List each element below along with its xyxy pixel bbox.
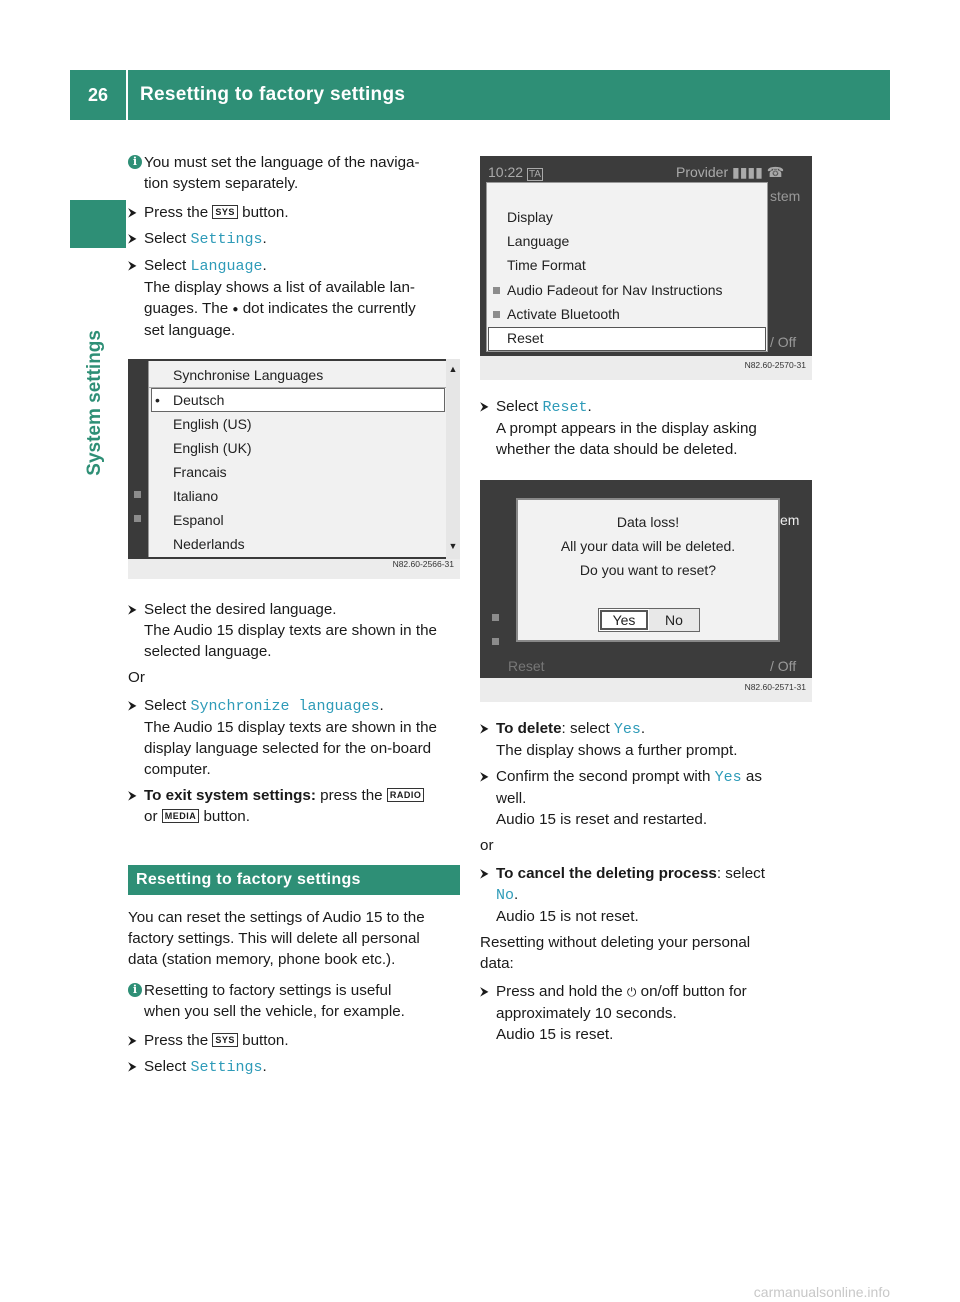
settings-menu-screenshot bbox=[480, 156, 812, 380]
step-text: . bbox=[514, 886, 519, 903]
step-arrow-icon: ⮞ bbox=[128, 602, 137, 616]
step-item bbox=[128, 1030, 460, 1051]
menu-screen-bg bbox=[480, 156, 812, 356]
checkbox-icon bbox=[493, 287, 500, 294]
page-title: Resetting to factory settings bbox=[140, 84, 406, 105]
step-item bbox=[480, 981, 812, 1045]
dialog-question: Do you want to reset? bbox=[579, 562, 717, 578]
step-text: Confirm the second prompt with bbox=[496, 768, 711, 785]
reset-dialog-screenshot bbox=[480, 480, 812, 702]
menu-term: Yes bbox=[613, 721, 641, 738]
step-arrow-icon: ⮞ bbox=[128, 1033, 137, 1047]
scroll-down-icon[interactable]: ▼ bbox=[448, 541, 458, 551]
step-text: button. bbox=[203, 808, 250, 825]
figure-caption: N82.60-2571-31 bbox=[744, 682, 806, 692]
step-arrow-icon: ⮞ bbox=[128, 231, 137, 245]
settings-menu-panel bbox=[486, 182, 768, 352]
step-text: Select bbox=[144, 697, 187, 714]
step-text: button. bbox=[242, 204, 289, 221]
step-arrow-icon: ⮞ bbox=[480, 984, 489, 998]
step-item bbox=[128, 228, 460, 250]
step-text: Select the desired language. bbox=[144, 601, 337, 618]
step-text: press the bbox=[320, 787, 383, 804]
left-column bbox=[128, 152, 460, 1083]
step-text: computer. bbox=[144, 761, 211, 778]
step-arrow-icon: ⮞ bbox=[128, 788, 137, 802]
step-arrow-icon: ⮞ bbox=[128, 698, 137, 712]
step-heading: To delete bbox=[496, 720, 562, 737]
body-paragraph bbox=[128, 907, 460, 970]
menu-term: Settings bbox=[190, 231, 263, 248]
step-text: Press the bbox=[144, 204, 209, 221]
step-text: as bbox=[745, 768, 762, 785]
no-button[interactable]: No bbox=[649, 609, 699, 631]
ta-icon: TA bbox=[528, 169, 541, 180]
watermark: carmanualsonline.info bbox=[753, 1284, 890, 1300]
info-icon: i bbox=[128, 983, 142, 997]
sys-key-icon: SYS bbox=[212, 1033, 238, 1047]
radio-key-icon: RADIO bbox=[387, 788, 425, 802]
step-text: Select bbox=[144, 1058, 187, 1075]
step-text: . bbox=[640, 720, 646, 737]
menu-item-bluetooth[interactable]: Activate Bluetooth bbox=[507, 306, 620, 322]
step-text: Press the bbox=[144, 1032, 209, 1049]
power-icon: ⏻ bbox=[626, 985, 637, 999]
step-text: dot indicates the currently bbox=[242, 300, 416, 317]
step-item bbox=[480, 863, 812, 927]
provider-status: Provider ▮▮▮▮ ☎ bbox=[676, 164, 785, 180]
step-heading: To exit system settings: bbox=[144, 787, 316, 804]
menu-term: Settings bbox=[190, 1059, 263, 1076]
menu-term: Reset bbox=[542, 399, 588, 416]
step-text: approximately 10 seconds. bbox=[496, 1005, 677, 1022]
step-text: The display shows a further prompt. bbox=[496, 742, 738, 759]
step-arrow-icon: ⮞ bbox=[128, 1059, 137, 1073]
or-text: or bbox=[480, 837, 494, 854]
step-item bbox=[128, 599, 460, 662]
info-note bbox=[128, 980, 460, 1022]
yes-button[interactable]: Yes bbox=[599, 609, 649, 631]
language-list-panel bbox=[148, 361, 448, 557]
dialog-screen-bg bbox=[480, 480, 812, 678]
step-arrow-icon: ⮞ bbox=[480, 721, 489, 735]
info-note-text: You must set the language of the naviga- tion system separately. bbox=[144, 154, 420, 192]
checkbox-icon bbox=[492, 614, 499, 621]
step-text: button. bbox=[242, 1032, 289, 1049]
step-text: Select bbox=[144, 230, 187, 247]
step-text: well. bbox=[496, 790, 527, 807]
menu-term: No bbox=[496, 887, 515, 904]
menu-item-audio-fadeout[interactable]: Audio Fadeout for Nav Instructions bbox=[507, 282, 723, 298]
sys-key-icon: SYS bbox=[212, 205, 238, 219]
step-text: . bbox=[587, 398, 592, 415]
step-arrow-icon: ⮞ bbox=[480, 866, 489, 880]
info-icon: i bbox=[128, 155, 142, 169]
figure-caption: N82.60-2566-31 bbox=[392, 559, 454, 569]
language-item[interactable]: Espanol bbox=[173, 512, 224, 528]
language-item[interactable]: English (US) bbox=[173, 416, 252, 432]
step-text: Select bbox=[496, 398, 539, 415]
or-text: Or bbox=[128, 669, 145, 686]
step-text: Audio 15 is reset. bbox=[496, 1026, 614, 1043]
step-text: Select bbox=[144, 257, 187, 274]
step-item bbox=[480, 718, 812, 761]
info-note-text: Resetting to factory settings is useful bbox=[144, 982, 392, 999]
data-loss-dialog bbox=[516, 498, 780, 642]
side-label: em bbox=[780, 512, 800, 528]
step-text: display language selected for the on-board bbox=[144, 740, 432, 757]
right-column bbox=[480, 152, 812, 1050]
step-text: : select bbox=[716, 865, 765, 882]
step-text: Audio 15 is not reset. bbox=[496, 908, 639, 925]
menu-item-reset[interactable]: Reset bbox=[507, 330, 544, 346]
step-item bbox=[128, 202, 460, 223]
step-item bbox=[128, 255, 460, 341]
step-text: The Audio 15 display texts are shown in the bbox=[144, 719, 437, 736]
sidebar-tab-block bbox=[70, 200, 126, 248]
media-key-icon: MEDIA bbox=[162, 809, 200, 823]
step-text: . bbox=[379, 697, 384, 714]
step-heading: To cancel the deleting process bbox=[496, 865, 717, 882]
menu-term: Synchronize languages bbox=[190, 698, 380, 715]
body-paragraph bbox=[480, 932, 812, 974]
active-language-bullet-icon: • bbox=[155, 392, 160, 408]
scrollbar[interactable] bbox=[446, 359, 460, 559]
language-item[interactable]: Nederlands bbox=[173, 536, 245, 552]
info-note-text: when you sell the vehicle, for example. bbox=[144, 1003, 405, 1020]
step-text: . bbox=[262, 1058, 267, 1075]
clock-time: 10:22 bbox=[488, 164, 524, 180]
header-divider bbox=[126, 70, 128, 120]
step-item bbox=[128, 785, 460, 827]
section-heading: Resetting to factory settings bbox=[128, 865, 460, 895]
step-text: Audio 15 is reset and restarted. bbox=[496, 811, 708, 828]
side-label: stem bbox=[770, 188, 801, 204]
menu-term: Language bbox=[190, 258, 263, 275]
step-text: . bbox=[262, 257, 267, 274]
menu-term: Yes bbox=[714, 769, 742, 786]
side-label: / Off bbox=[770, 658, 797, 674]
step-arrow-icon: ⮞ bbox=[128, 258, 137, 272]
step-item bbox=[128, 1056, 460, 1078]
paragraph-line: data (station memory, phone book etc.). bbox=[128, 951, 396, 968]
step-text: : select bbox=[561, 720, 610, 737]
step-arrow-icon: ⮞ bbox=[480, 769, 489, 783]
menu-item-display[interactable]: Display bbox=[507, 209, 553, 225]
dialog-buttons bbox=[598, 608, 700, 632]
paragraph-line: You can reset the settings of Audio 15 to the bbox=[128, 909, 425, 926]
step-text: The display shows a list of available lan- bbox=[144, 279, 415, 296]
side-label: / Off bbox=[770, 334, 797, 350]
step-text: set language. bbox=[144, 322, 236, 339]
language-list-bg bbox=[128, 359, 460, 559]
figure-caption: N82.60-2570-31 bbox=[744, 360, 806, 370]
checkbox-icon bbox=[493, 311, 500, 318]
step-text: or bbox=[144, 808, 158, 825]
background-menu-item: Reset bbox=[508, 658, 545, 674]
paragraph-line: factory settings. This will delete all personal bbox=[128, 930, 420, 947]
language-item[interactable]: English (UK) bbox=[173, 440, 252, 456]
language-item[interactable]: Italiano bbox=[173, 488, 219, 504]
step-text: The Audio 15 display texts are shown in the bbox=[144, 622, 437, 639]
scroll-up-icon[interactable]: ▲ bbox=[448, 364, 458, 374]
checkbox-icon bbox=[492, 638, 499, 645]
step-arrow-icon: ⮞ bbox=[128, 205, 137, 219]
step-text: on/off button for bbox=[640, 983, 747, 1000]
step-text: . bbox=[262, 230, 267, 247]
step-text: selected language. bbox=[144, 643, 272, 660]
step-arrow-icon: ⮞ bbox=[480, 399, 489, 413]
paragraph-line: data: bbox=[480, 955, 514, 972]
step-text: A prompt appears in the display asking bbox=[496, 420, 757, 437]
flag-icon bbox=[134, 491, 141, 498]
menu-item-language[interactable]: Language bbox=[507, 233, 570, 249]
step-text: guages. The bbox=[144, 300, 229, 317]
step-item bbox=[128, 695, 460, 780]
language-item[interactable]: Deutsch bbox=[173, 392, 225, 408]
language-item[interactable]: Francais bbox=[173, 464, 227, 480]
info-note bbox=[128, 152, 460, 194]
step-text: whether the data should be deleted. bbox=[496, 441, 738, 458]
paragraph-line: Resetting without deleting your personal bbox=[480, 934, 751, 951]
step-text: Press and hold the bbox=[496, 983, 623, 1000]
dot-icon: ● bbox=[232, 304, 239, 315]
step-item bbox=[480, 396, 812, 460]
language-list-screenshot bbox=[128, 359, 460, 579]
flag-icon bbox=[134, 515, 141, 522]
menu-item-time-format[interactable]: Time Format bbox=[507, 257, 586, 273]
step-item bbox=[480, 766, 812, 830]
dialog-message: All your data will be deleted. bbox=[560, 538, 736, 554]
page-number: 26 bbox=[87, 84, 109, 105]
language-item[interactable]: Synchronise Languages bbox=[173, 367, 324, 383]
dialog-title: Data loss! bbox=[616, 514, 680, 530]
